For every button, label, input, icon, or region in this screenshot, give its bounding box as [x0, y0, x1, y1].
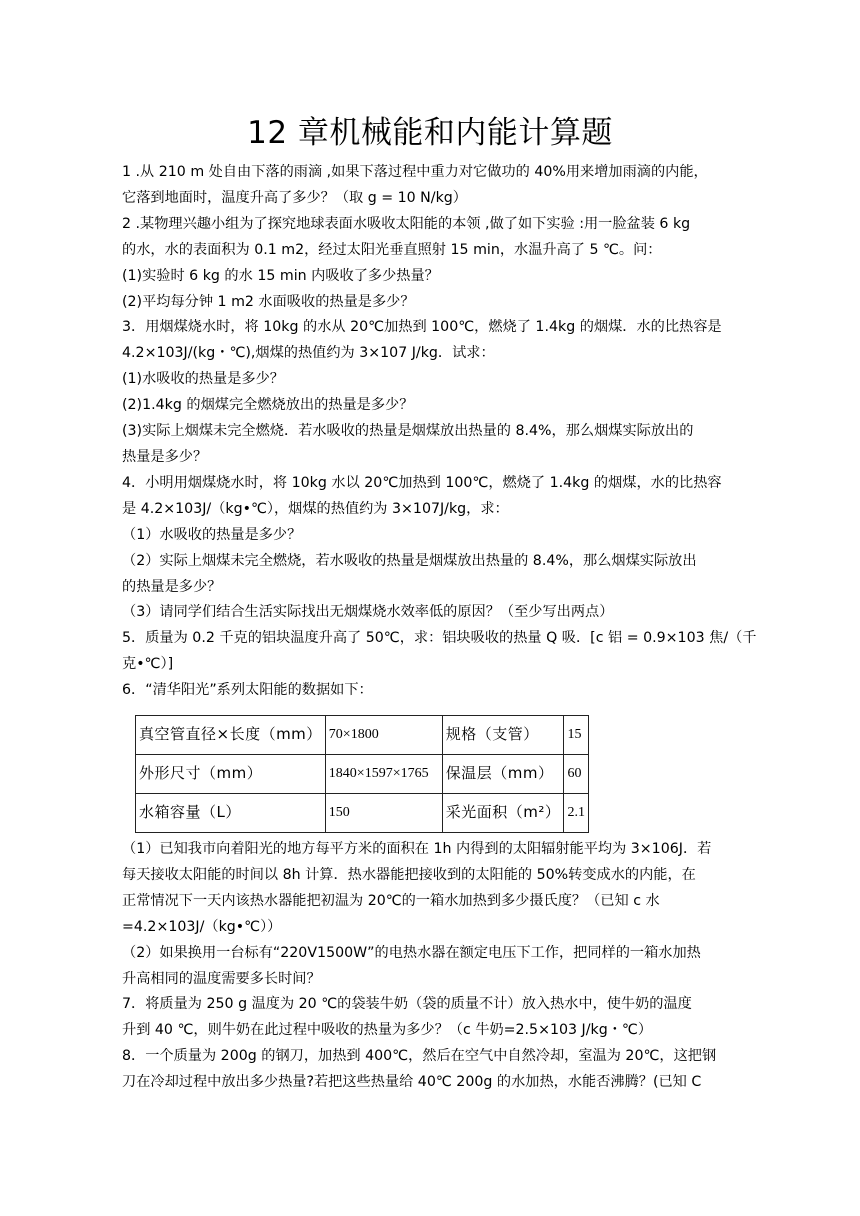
table-cell: 15 — [564, 716, 589, 755]
text-line: (1)实验时 6 kg 的水 15 min 内吸收了多少热量？ — [122, 267, 439, 284]
text-line: 8．一个质量为 200g 的钢刀，加热到 400℃，然后在空气中自然冷却，室温为 20℃，这把钢 — [122, 1048, 717, 1065]
text-line: （3）请同学们结合生活实际找出无烟煤烧水效率低的原因？（至少写出两点） — [122, 604, 614, 621]
document-title: 12 章机械能和内能计算题 — [247, 115, 613, 151]
text-line: 正常情况下一天内该热水器能把初温为 20℃的一箱水加热到多少摄氏度？（已知 c 水 — [122, 892, 660, 909]
text-line: 6．“清华阳光”系列太阳能的数据如下： — [122, 682, 373, 699]
text-line: 是 4.2×103J/（kg•℃），烟煤的热值约为 3×107J/kg，求： — [122, 500, 509, 517]
table-row — [136, 716, 589, 755]
text-line: 升到 40 ℃，则牛奶在此过程中吸收的热量为多少？（c 牛奶=2.5×103 J/kg・℃） — [122, 1022, 653, 1039]
table-cell: 2.1 — [564, 794, 589, 833]
text-line: (3)实际上烟煤未完全燃烧．若水吸收的热量是烟煤放出热量的 8.4%，那么烟煤实际放出的 — [122, 423, 694, 440]
text-line: 它落到地面时，温度升高了多少？（取 g = 10 N/kg） — [122, 189, 467, 206]
text-line: 克•℃）] — [122, 656, 174, 673]
table-row — [136, 755, 589, 794]
text-line: 5．质量为 0.2 千克的铝块温度升高了 50℃，求：铝块吸收的热量 Q 吸．[c 铝 = 0.9×103 焦/（千 — [122, 630, 757, 647]
solar-spec-table-wrap — [135, 715, 742, 833]
table-cell: 外形尺寸（mm） — [136, 755, 326, 794]
text-line: 升高相同的温度需要多长时间？ — [122, 970, 321, 987]
document-body — [122, 160, 757, 1096]
text-line: 1 .从 210 m 处自由下落的雨滴 ,如果下落过程中重力对它做功的 40%用来增加雨滴的内能， — [122, 164, 708, 180]
table-cell: 保温层（mm） — [442, 755, 564, 794]
text-line: (2)1.4kg 的烟煤完全燃烧放出的热量是多少？ — [122, 397, 414, 414]
text-line: 热量是多少？ — [122, 448, 208, 465]
text-line: 的热量是多少？ — [122, 578, 222, 595]
text-line: 2 .某物理兴趣小组为了探究地球表面水吸收太阳能的本领 ,做了如下实验 :用一脸盆装 6 kg — [122, 215, 691, 232]
text-line: 4.2×103J/(kg・℃),烟煤的热值约为 3×107 J/kg．试求： — [122, 345, 495, 362]
table-cell: 1840×1597×1765 — [325, 755, 442, 794]
table-row — [136, 794, 589, 833]
text-line: 4．小明用烟煤烧水时，将 10kg 水以 20℃加热到 100℃，燃烧了 1.4kg 的烟煤，水的比热容 — [122, 474, 722, 491]
text-line: (1)水吸收的热量是多少？ — [122, 371, 284, 388]
text-line: 刀在冷却过程中放出多少热量?若把这些热量给 40℃ 200g 的水加热，水能否沸腾？(已知 C — [122, 1074, 702, 1091]
text-line: （2）实际上烟煤未完全燃烧，若水吸收的热量是烟煤放出热量的 8.4%，那么烟煤实际放出 — [122, 552, 697, 569]
text-line: (2)平均每分钟 1 m2 水面吸收的热量是多少？ — [122, 293, 415, 310]
text-line: =4.2×103J/（kg•℃）） — [122, 918, 282, 935]
table-cell: 70×1800 — [325, 716, 442, 755]
table-cell: 水箱容量（L） — [136, 794, 326, 833]
text-line: 3．用烟煤烧水时，将 10kg 的水从 20℃加热到 100℃，燃烧了 1.4kg 的烟煤．水的比热容是 — [122, 319, 722, 336]
table-cell: 150 — [325, 794, 442, 833]
table-cell: 规格（支管） — [442, 716, 564, 755]
text-line: （1）水吸收的热量是多少？ — [122, 526, 302, 543]
text-line: 7．将质量为 250 g 温度为 20 ℃的袋装牛奶（袋的质量不计）放入热水中，使牛奶的温度 — [122, 996, 692, 1013]
table-cell: 采光面积（m²） — [442, 794, 564, 833]
text-line: （1）已知我市向着阳光的地方每平方米的面积在 1h 内得到的太阳辐射能平均为 3×106J．若 — [122, 841, 712, 858]
table-cell: 60 — [564, 755, 589, 794]
text-line: 的水，水的表面积为 0.1 m2，经过太阳光垂直照射 15 min，水温升高了 5 ℃。问： — [122, 241, 662, 258]
solar-spec-table — [135, 715, 589, 833]
text-line: 每天接收太阳能的时间以 8h 计算．热水器能把接收到的太阳能的 50%转变成水的内能，在 — [122, 866, 696, 883]
text-line: （2）如果换用一台标有“220V1500W”的电热水器在额定电压下工作，把同样的一箱水加热 — [122, 944, 701, 961]
table-cell: 真空管直径×长度（mm） — [136, 716, 326, 755]
